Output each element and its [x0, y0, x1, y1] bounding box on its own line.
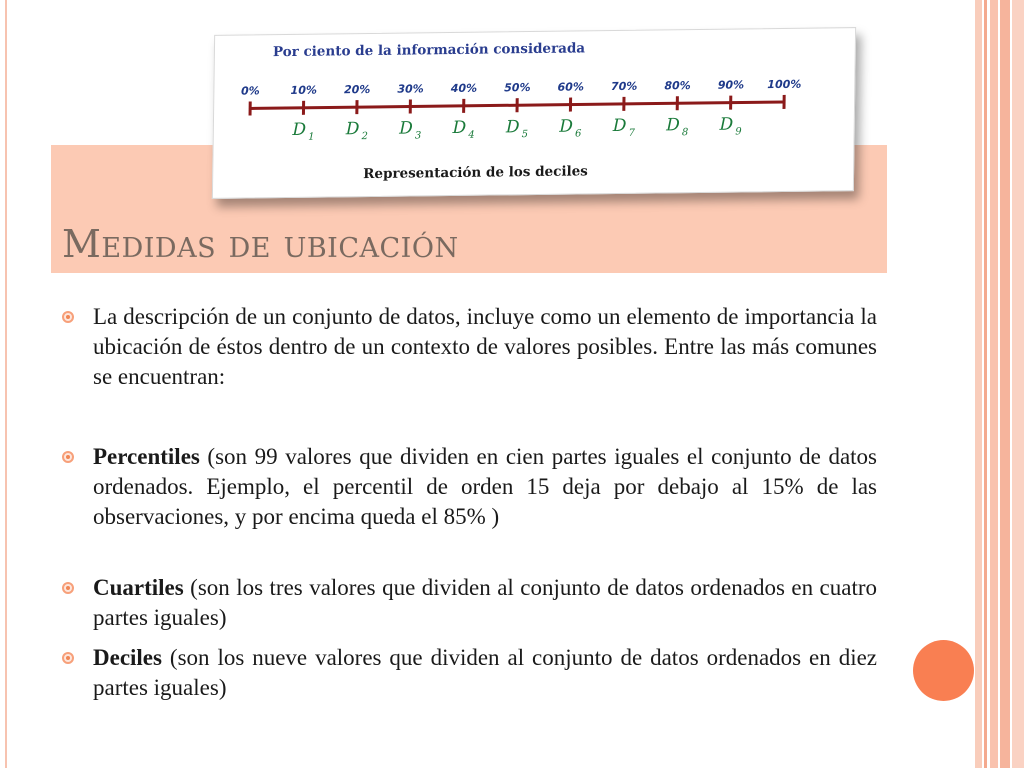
- left-border-line: [5, 0, 7, 768]
- right-border-stripe: [975, 0, 982, 768]
- decile-label: D: [505, 117, 520, 138]
- percent-label: 90%: [717, 78, 745, 92]
- cuartiles-description: (son los tres valores que dividen al conjunto de datos ordenados en cuatro partes iguales): [93, 575, 877, 630]
- cuartiles-term: Cuartiles: [93, 575, 184, 600]
- decile-label: D: [719, 114, 734, 135]
- decile-subscript: 8: [681, 127, 689, 139]
- percent-label: 100%: [767, 77, 802, 92]
- deciles-figure: [212, 27, 856, 199]
- right-border-stripe: [1000, 0, 1010, 768]
- percent-label: 60%: [557, 80, 585, 94]
- decile-label: D: [612, 115, 627, 137]
- right-border-stripe: [984, 0, 987, 768]
- bullet-icon: [62, 582, 74, 594]
- right-border-stripe: [990, 0, 998, 768]
- decile-label: D: [559, 116, 574, 137]
- percent-label: 80%: [664, 79, 691, 93]
- decile-subscript: 2: [361, 131, 368, 143]
- bullet-icon: [62, 451, 74, 463]
- percent-label: 30%: [397, 82, 424, 96]
- percent-label: 20%: [343, 82, 371, 97]
- percent-label: 70%: [610, 79, 638, 94]
- right-border-stripe: [1012, 0, 1024, 768]
- decile-label: D: [345, 119, 360, 140]
- percent-label: 40%: [450, 81, 478, 96]
- decile-number-line: [213, 28, 855, 166]
- decile-subscript: 5: [521, 129, 529, 141]
- decorative-circle: [913, 640, 974, 701]
- bullet-icon: [62, 652, 74, 664]
- decile-subscript: 3: [414, 130, 422, 142]
- decile-label: D: [292, 119, 307, 140]
- decile-label: D: [666, 115, 680, 136]
- percent-label: 0%: [240, 84, 260, 98]
- decile-label: D: [399, 118, 413, 139]
- percent-label: 10%: [290, 83, 318, 97]
- decile-subscript: 7: [628, 127, 635, 139]
- slide-title: Medidas de ubicación: [62, 222, 459, 266]
- deciles-text: [93, 643, 877, 703]
- decile-subscript: 6: [575, 128, 582, 140]
- percent-label: 50%: [504, 81, 531, 95]
- decile-label: D: [452, 117, 467, 138]
- intro-text: La descripción de un conjunto de datos, incluye como un elemento de importancia la ubicación de éstos dentro de un contexto de valores posibles. Entre las más comunes se encuentran:: [93, 304, 877, 389]
- decile-subscript: 9: [735, 126, 742, 138]
- deciles-description: (son los nueve valores que dividen al conjunto de datos ordenados en diez partes iguales): [93, 645, 877, 700]
- deciles-term: Deciles: [93, 645, 162, 670]
- decile-subscript: 4: [468, 129, 475, 141]
- percentiles-text: [93, 442, 877, 532]
- percentiles-description: (son 99 valores que dividen en cien partes iguales el conjunto de datos ordenados. Ejemplo, el percentil de orden 15 deja por debajo al 15% de las observaciones, y por encima queda el 85% ): [93, 444, 877, 529]
- bullet-icon: [62, 311, 74, 323]
- figure-title: Por ciento de la información considerada: [272, 40, 586, 61]
- cuartiles-text: [93, 573, 877, 633]
- percentiles-term: Percentiles: [93, 444, 200, 469]
- decile-subscript: 1: [308, 131, 315, 143]
- figure-caption: Representación de los deciles: [363, 163, 588, 183]
